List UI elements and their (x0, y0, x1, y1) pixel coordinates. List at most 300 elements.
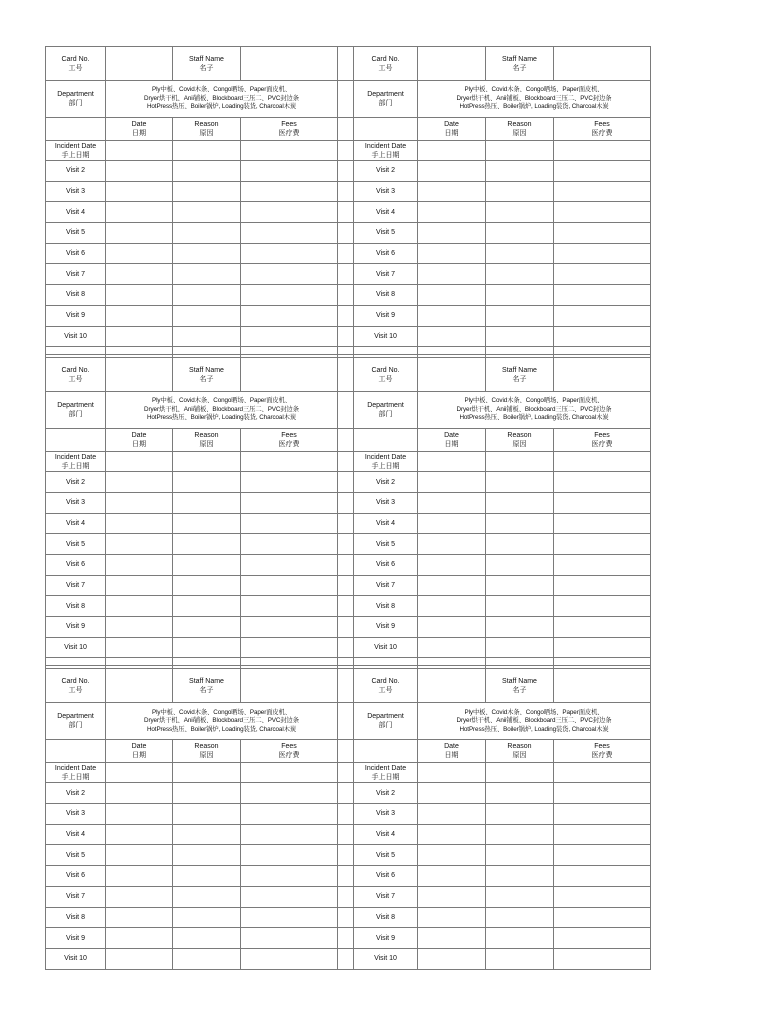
visit-reason-cell[interactable] (486, 264, 554, 285)
incident-fees-cell[interactable] (554, 763, 651, 783)
visit-fees-cell[interactable] (241, 285, 338, 306)
visit-reason-cell[interactable] (486, 513, 554, 534)
visit-reason-cell[interactable] (486, 617, 554, 638)
card-gap (338, 202, 354, 223)
staff-name-label-en: Staff Name (502, 677, 537, 685)
visit-label (354, 575, 418, 596)
visit-reason-cell[interactable] (173, 223, 241, 244)
visit-reason-cell[interactable] (486, 554, 554, 575)
visit-reason-cell[interactable] (173, 326, 241, 347)
department-options[interactable] (106, 81, 338, 118)
visit-fees-cell[interactable] (241, 472, 338, 493)
visit-date-cell[interactable] (106, 845, 173, 866)
reason-header-en: Reason (194, 432, 219, 440)
staff-name-value[interactable] (554, 358, 651, 392)
department-option-line: HotPress热压、Boiler锅炉, Loading装货, Charcoal木炭 (146, 103, 297, 111)
visit-reason-cell[interactable] (173, 181, 241, 202)
fees-header-en: Fees (594, 743, 610, 751)
visit-label-text: Visit 2 (376, 478, 395, 486)
visit-reason-cell[interactable] (173, 866, 241, 887)
visit-reason-cell[interactable] (486, 534, 554, 555)
incident-date-label-zh: 手上日期 (61, 773, 90, 781)
card-no-value[interactable] (106, 47, 173, 81)
incident-date-label (354, 141, 418, 161)
card-gap (338, 575, 354, 596)
visit-reason-cell[interactable] (173, 554, 241, 575)
department-option-line: HotPress热压、Boiler锅炉, Loading装货, Charcoal木炭 (459, 725, 609, 733)
card-gap (338, 804, 354, 825)
visit-date-cell[interactable] (418, 575, 486, 596)
column-header-blank (46, 740, 106, 763)
visit-fees-cell[interactable] (241, 181, 338, 202)
visit-date-cell[interactable] (418, 285, 486, 306)
visit-date-cell[interactable] (106, 617, 173, 638)
visit-date-cell[interactable] (418, 866, 486, 887)
date-header-en: Date (444, 743, 459, 751)
visit-label-text: Visit 8 (66, 602, 85, 610)
visit-fees-cell[interactable] (554, 223, 651, 244)
visit-date-cell[interactable] (106, 161, 173, 182)
visit-date-cell[interactable] (106, 928, 173, 949)
visit-fees-cell[interactable] (241, 886, 338, 907)
visit-fees-cell[interactable] (554, 617, 651, 638)
visit-date-cell[interactable] (418, 824, 486, 845)
visit-date-cell[interactable] (418, 886, 486, 907)
visit-reason-cell[interactable] (173, 886, 241, 907)
incident-date-cell[interactable] (106, 452, 173, 472)
visit-fees-cell[interactable] (241, 866, 338, 887)
visit-reason-cell[interactable] (173, 285, 241, 306)
visit-reason-cell[interactable] (173, 472, 241, 493)
incident-reason-cell[interactable] (173, 763, 241, 783)
department-options[interactable] (106, 703, 338, 740)
visit-reason-cell[interactable] (486, 326, 554, 347)
visit-reason-cell[interactable] (173, 264, 241, 285)
spacer-cell (554, 658, 651, 666)
visit-reason-cell[interactable] (486, 886, 554, 907)
date-header-en: Date (131, 121, 147, 128)
visit-reason-cell[interactable] (486, 492, 554, 513)
visit-reason-cell[interactable] (173, 845, 241, 866)
visit-reason-cell[interactable] (486, 575, 554, 596)
visit-label-text: Visit 2 (66, 167, 85, 175)
card-row-visit (46, 596, 651, 617)
visit-date-cell[interactable] (418, 637, 486, 658)
visit-fees-cell[interactable] (554, 948, 651, 969)
staff-name-label (173, 358, 241, 392)
department-option-line: Ply中板、Covid木条、Congo晒场、Paper面皮机、 (152, 86, 291, 94)
visit-date-cell[interactable] (418, 181, 486, 202)
visit-date-cell[interactable] (418, 472, 486, 493)
visit-reason-cell[interactable] (173, 824, 241, 845)
visit-date-cell[interactable] (418, 243, 486, 264)
visit-label-text: Visit 10 (64, 644, 87, 652)
incident-reason-cell[interactable] (173, 141, 241, 161)
visit-date-cell[interactable] (418, 554, 486, 575)
incident-fees-cell[interactable] (241, 763, 338, 783)
visit-fees-cell[interactable] (241, 223, 338, 244)
card-row-visit (46, 223, 651, 244)
card-no-value[interactable] (106, 669, 173, 703)
card-row-visit (46, 907, 651, 928)
date-header-en: Date (131, 432, 147, 440)
visit-fees-cell[interactable] (241, 326, 338, 347)
visit-date-cell[interactable] (106, 804, 173, 825)
cards-grid (45, 46, 651, 970)
card-gap (338, 928, 354, 949)
visit-fees-cell[interactable] (554, 181, 651, 202)
visit-label (354, 161, 418, 182)
department-label-zh: 部门 (68, 411, 83, 419)
visit-label (354, 596, 418, 617)
visit-fees-cell[interactable] (241, 513, 338, 534)
visit-fees-cell[interactable] (554, 928, 651, 949)
visit-date-cell[interactable] (418, 492, 486, 513)
card-no-value[interactable] (418, 47, 486, 81)
visit-reason-cell[interactable] (173, 783, 241, 804)
visit-date-cell[interactable] (106, 596, 173, 617)
staff-name-value[interactable] (554, 669, 651, 703)
staff-name-label-zh: 名子 (512, 64, 527, 72)
visit-label-text: Visit 3 (66, 810, 85, 818)
visit-date-cell[interactable] (418, 202, 486, 223)
visit-label (354, 637, 418, 658)
visit-date-cell[interactable] (418, 305, 486, 326)
visit-fees-cell[interactable] (554, 783, 651, 804)
department-options[interactable] (106, 392, 338, 429)
department-option-line: Dryer烘干机、Anii铺板、Blockboard三压二、PVC封边条 (144, 405, 299, 413)
visit-date-cell[interactable] (418, 948, 486, 969)
department-option-line: HotPress热压、Boiler锅炉, Loading装货, Charcoal木炭 (146, 414, 297, 422)
visit-date-cell[interactable] (106, 824, 173, 845)
visit-date-cell[interactable] (418, 804, 486, 825)
card-row-visit (46, 575, 651, 596)
date-header-zh: 日期 (444, 752, 459, 760)
visit-fees-cell[interactable] (554, 264, 651, 285)
visit-reason-cell[interactable] (173, 948, 241, 969)
visit-reason-cell[interactable] (486, 285, 554, 306)
card-gap (338, 907, 354, 928)
incident-date-cell[interactable] (106, 763, 173, 783)
visit-reason-cell[interactable] (173, 928, 241, 949)
incident-date-cell[interactable] (418, 141, 486, 161)
visit-date-cell[interactable] (106, 534, 173, 555)
visit-date-cell[interactable] (106, 554, 173, 575)
card-no-label-en: Card No. (371, 677, 400, 685)
card-no-label-zh: 工号 (378, 686, 393, 694)
card-row-visit (46, 534, 651, 555)
visit-label (46, 243, 106, 264)
card-row-visit (46, 824, 651, 845)
visit-date-cell[interactable] (106, 948, 173, 969)
visit-reason-cell[interactable] (486, 845, 554, 866)
visit-reason-cell[interactable] (486, 596, 554, 617)
staff-name-label (486, 669, 554, 703)
visit-reason-cell[interactable] (173, 305, 241, 326)
visit-reason-cell[interactable] (486, 243, 554, 264)
staff-name-value[interactable] (241, 669, 338, 703)
visit-date-cell[interactable] (418, 223, 486, 244)
visit-date-cell[interactable] (418, 907, 486, 928)
visit-label-text: Visit 8 (66, 291, 85, 299)
visit-reason-cell[interactable] (486, 181, 554, 202)
staff-name-value[interactable] (241, 358, 338, 392)
column-header-blank (46, 429, 106, 452)
visit-fees-cell[interactable] (554, 534, 651, 555)
card-no-value[interactable] (106, 358, 173, 392)
staff-name-label (173, 669, 241, 703)
visit-fees-cell[interactable] (241, 243, 338, 264)
incident-date-label-en: Incident Date (364, 764, 407, 772)
card-row-visit (46, 617, 651, 638)
visit-reason-cell[interactable] (173, 575, 241, 596)
reason-header-zh: 原因 (199, 441, 214, 449)
visit-reason-cell[interactable] (173, 637, 241, 658)
date-column-header (106, 740, 173, 763)
card-row-visit (46, 866, 651, 887)
visit-label-text: Visit 8 (376, 913, 395, 921)
visit-fees-cell[interactable] (241, 824, 338, 845)
incident-date-cell[interactable] (418, 452, 486, 472)
reason-column-header (486, 429, 554, 452)
department-options[interactable] (418, 81, 651, 118)
visit-reason-cell[interactable] (173, 513, 241, 534)
visit-fees-cell[interactable] (554, 161, 651, 182)
staff-name-label-zh: 名子 (199, 375, 214, 383)
visit-date-cell[interactable] (418, 534, 486, 555)
visit-fees-cell[interactable] (554, 637, 651, 658)
visit-date-cell[interactable] (418, 845, 486, 866)
visit-fees-cell[interactable] (554, 845, 651, 866)
visit-date-cell[interactable] (106, 866, 173, 887)
visit-date-cell[interactable] (106, 326, 173, 347)
visit-reason-cell[interactable] (486, 202, 554, 223)
visit-fees-cell[interactable] (554, 202, 651, 223)
card-row-visit (46, 886, 651, 907)
visit-fees-cell[interactable] (241, 804, 338, 825)
visit-date-cell[interactable] (106, 492, 173, 513)
incident-date-cell[interactable] (418, 763, 486, 783)
visit-reason-cell[interactable] (486, 928, 554, 949)
visit-label (46, 181, 106, 202)
visit-fees-cell[interactable] (554, 472, 651, 493)
visit-date-cell[interactable] (106, 575, 173, 596)
department-label-en: Department (367, 91, 404, 98)
visit-reason-cell[interactable] (486, 866, 554, 887)
visit-label-text: Visit 9 (376, 312, 395, 320)
visit-label (46, 202, 106, 223)
visit-reason-cell[interactable] (173, 202, 241, 223)
visit-date-cell[interactable] (418, 264, 486, 285)
department-label-zh: 部门 (68, 100, 83, 107)
fees-column-header (241, 429, 338, 452)
visit-fees-cell[interactable] (554, 305, 651, 326)
visit-date-cell[interactable] (106, 472, 173, 493)
visit-date-cell[interactable] (418, 513, 486, 534)
visit-reason-cell[interactable] (173, 907, 241, 928)
visit-fees-cell[interactable] (241, 948, 338, 969)
visit-fees-cell[interactable] (554, 866, 651, 887)
spacer-cell (241, 347, 338, 355)
visit-date-cell[interactable] (106, 285, 173, 306)
visit-fees-cell[interactable] (241, 202, 338, 223)
visit-reason-cell[interactable] (173, 534, 241, 555)
staff-name-value[interactable] (554, 47, 651, 81)
visit-date-cell[interactable] (106, 181, 173, 202)
incident-reason-cell[interactable] (173, 452, 241, 472)
visit-fees-cell[interactable] (241, 305, 338, 326)
card-row-visit (46, 637, 651, 658)
visit-reason-cell[interactable] (173, 492, 241, 513)
visit-fees-cell[interactable] (554, 243, 651, 264)
visit-fees-cell[interactable] (554, 285, 651, 306)
incident-reason-cell[interactable] (486, 141, 554, 161)
visit-date-cell[interactable] (106, 264, 173, 285)
visit-fees-cell[interactable] (241, 617, 338, 638)
visit-fees-cell[interactable] (554, 513, 651, 534)
visit-fees-cell[interactable] (554, 824, 651, 845)
card-gap (338, 703, 354, 740)
visit-date-cell[interactable] (106, 243, 173, 264)
incident-reason-cell[interactable] (486, 763, 554, 783)
department-label (354, 81, 418, 118)
visit-date-cell[interactable] (418, 928, 486, 949)
card-gap (338, 669, 354, 703)
date-header-zh: 日期 (132, 752, 146, 760)
visit-reason-cell[interactable] (486, 161, 554, 182)
visit-label (46, 575, 106, 596)
visit-reason-cell[interactable] (173, 243, 241, 264)
visit-reason-cell[interactable] (486, 948, 554, 969)
visit-label (354, 554, 418, 575)
card-gap (338, 285, 354, 306)
column-header-blank (354, 429, 418, 452)
visit-fees-cell[interactable] (241, 161, 338, 182)
visit-label (46, 492, 106, 513)
visit-fees-cell[interactable] (554, 596, 651, 617)
visit-date-cell[interactable] (106, 513, 173, 534)
visit-fees-cell[interactable] (241, 492, 338, 513)
reason-column-header (173, 118, 241, 141)
visit-label (46, 326, 106, 347)
visit-fees-cell[interactable] (554, 886, 651, 907)
visit-reason-cell[interactable] (486, 804, 554, 825)
visit-label (354, 305, 418, 326)
visit-reason-cell[interactable] (173, 161, 241, 182)
staff-name-value[interactable] (241, 47, 338, 81)
incident-date-cell[interactable] (106, 141, 173, 161)
visit-date-cell[interactable] (106, 886, 173, 907)
department-option-line: Ply中板、Covid木条、Congo晒场、Paper面皮机、 (464, 708, 604, 716)
visit-label (46, 534, 106, 555)
visit-date-cell[interactable] (418, 596, 486, 617)
incident-date-label (46, 763, 106, 783)
visit-fees-cell[interactable] (241, 575, 338, 596)
visit-date-cell[interactable] (418, 617, 486, 638)
visit-fees-cell[interactable] (554, 907, 651, 928)
visit-date-cell[interactable] (418, 326, 486, 347)
visit-fees-cell[interactable] (241, 928, 338, 949)
department-label-en: Department (57, 402, 94, 410)
incident-date-label-zh: 手上日期 (371, 151, 400, 159)
visit-date-cell[interactable] (106, 783, 173, 804)
visit-label-text: Visit 5 (376, 851, 395, 859)
visit-reason-cell[interactable] (486, 305, 554, 326)
visit-reason-cell[interactable] (486, 637, 554, 658)
incident-fees-cell[interactable] (241, 141, 338, 161)
visit-date-cell[interactable] (106, 223, 173, 244)
visit-fees-cell[interactable] (241, 845, 338, 866)
visit-date-cell[interactable] (106, 637, 173, 658)
card-no-value[interactable] (418, 358, 486, 392)
visit-date-cell[interactable] (106, 305, 173, 326)
card-no-value[interactable] (418, 669, 486, 703)
visit-fees-cell[interactable] (554, 804, 651, 825)
visit-fees-cell[interactable] (554, 326, 651, 347)
visit-fees-cell[interactable] (241, 534, 338, 555)
visit-date-cell[interactable] (418, 161, 486, 182)
card-row-visit (46, 554, 651, 575)
visit-reason-cell[interactable] (173, 596, 241, 617)
visit-fees-cell[interactable] (241, 596, 338, 617)
visit-fees-cell[interactable] (554, 554, 651, 575)
visit-reason-cell[interactable] (173, 804, 241, 825)
department-label-zh: 部门 (378, 100, 393, 107)
incident-fees-cell[interactable] (241, 452, 338, 472)
card-gap (338, 637, 354, 658)
visit-fees-cell[interactable] (241, 554, 338, 575)
department-options[interactable] (418, 392, 651, 429)
department-option-line: Ply中板、Covid木条、Congo晒场、Paper面皮机、 (152, 708, 291, 716)
visit-fees-cell[interactable] (241, 907, 338, 928)
department-options[interactable] (418, 703, 651, 740)
visit-label-text: Visit 7 (66, 270, 85, 278)
department-option-line: Ply中板、Covid木条、Congo晒场、Paper面皮机、 (152, 397, 291, 405)
visit-label (46, 305, 106, 326)
card-gap (338, 534, 354, 555)
staff-name-label-en: Staff Name (189, 677, 224, 685)
department-option-line: Dryer烘干机、Anii铺板、Blockboard三压二、PVC封边条 (144, 717, 299, 725)
visit-fees-cell[interactable] (241, 783, 338, 804)
visit-reason-cell[interactable] (486, 223, 554, 244)
visit-label-text: Visit 10 (374, 955, 397, 963)
reason-header-en: Reason (507, 743, 532, 751)
visit-reason-cell[interactable] (486, 907, 554, 928)
visit-label (46, 161, 106, 182)
visit-fees-cell[interactable] (241, 264, 338, 285)
fees-header-zh: 医疗费 (278, 752, 300, 760)
visit-reason-cell[interactable] (173, 617, 241, 638)
card-gap (338, 429, 354, 452)
spacer-cell (554, 347, 651, 355)
visit-label (354, 223, 418, 244)
visit-date-cell[interactable] (106, 907, 173, 928)
visit-fees-cell[interactable] (554, 492, 651, 513)
visit-reason-cell[interactable] (486, 783, 554, 804)
department-label-zh: 部门 (68, 722, 83, 730)
incident-reason-cell[interactable] (486, 452, 554, 472)
incident-fees-cell[interactable] (554, 452, 651, 472)
visit-date-cell[interactable] (418, 783, 486, 804)
visit-reason-cell[interactable] (486, 472, 554, 493)
visit-fees-cell[interactable] (241, 637, 338, 658)
incident-fees-cell[interactable] (554, 141, 651, 161)
visit-reason-cell[interactable] (486, 824, 554, 845)
department-option-line: Dryer烘干机、Anii铺板、Blockboard三压二、PVC封边条 (456, 717, 612, 725)
visit-date-cell[interactable] (106, 202, 173, 223)
department-option-line: Dryer烘干机、Anii铺板、Blockboard三压二、PVC封边条 (144, 94, 299, 102)
visit-fees-cell[interactable] (554, 575, 651, 596)
